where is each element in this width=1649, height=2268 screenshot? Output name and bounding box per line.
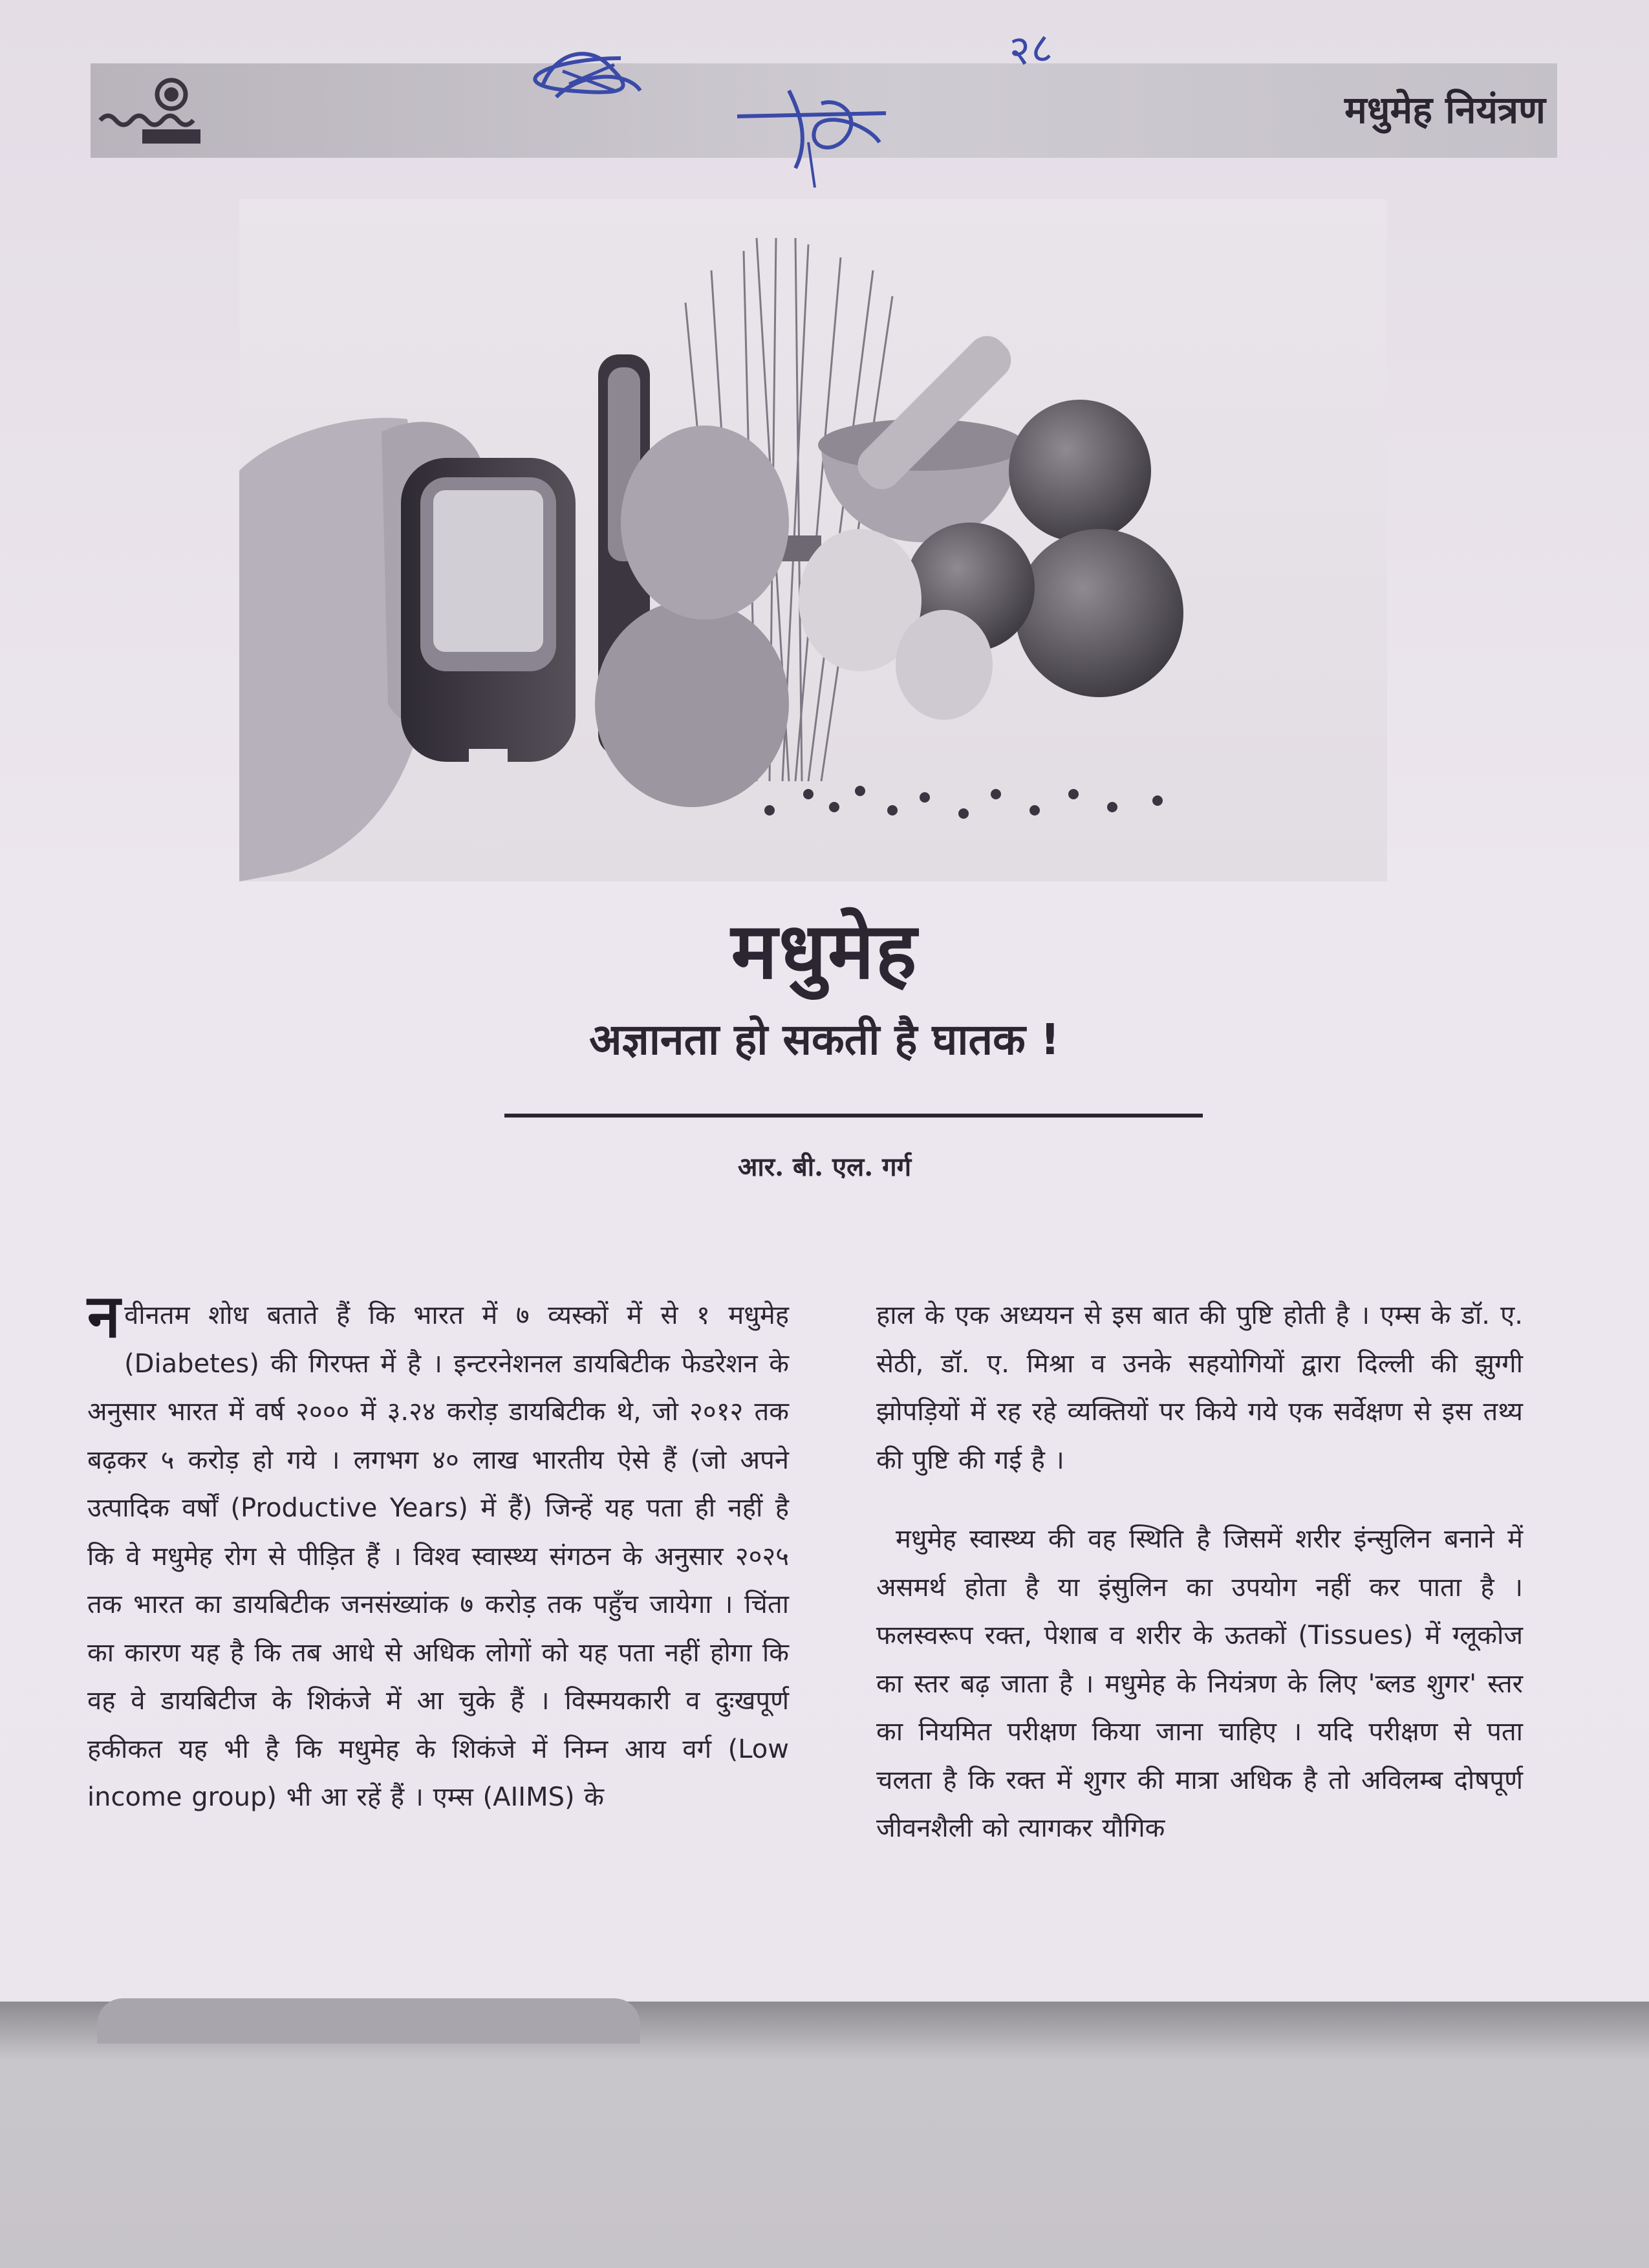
- section-title: मधुमेह नियंत्रण: [1344, 88, 1546, 132]
- paragraph-definition: मधुमेह स्वास्थ्य की वह स्थिति है जिसमें शरीर इंन्सुलिन बनाने में असमर्थ होता है या इंसुलिन का उपयोग नहीं कर पाता है । फलस्वरूप रक्त, पेशाब व शरीर के ऊतकों (Tissues) में ग्लूकोज का स्तर बढ़ जाता है । मधुमेह के नियंत्रण के लिए 'ब्लड शुगर' स्तर का नियमित परीक्षण किया जाना चाहिए । यदि परीक्षण से पता चलता है कि रक्त में शुगर की मात्रा अधिक है तो अविलम्ब दोषपूर्ण जीवनशैली को त्यागकर यौगिक: [876, 1524, 1523, 1843]
- paragraph-spacer: [876, 1484, 1523, 1515]
- glucometer-food-photo-icon: [239, 199, 1387, 881]
- article-column-left: [87, 1282, 789, 1822]
- ink-scribble-1: [530, 39, 660, 116]
- hero-image: [239, 199, 1387, 881]
- footer-tab: [97, 1998, 640, 2044]
- dropcap: न: [87, 1282, 121, 1351]
- paragraph-continued: हाल के एक अध्ययन से इस बात की पुष्टि होती है । एम्स के डॉ. ए. सेठी, डॉ. ए. मिश्रा व उनके सहयोगियों द्वारा दिल्ली की झुग्गी झोपड़ियों में रह रहे व्यक्तियों पर किये गये एक सर्वेक्षण से इस तथ्य की पुष्टि की गई है ।: [876, 1301, 1523, 1475]
- article-subtitle: अज्ञानता हो सकती है घातक !: [589, 1015, 1060, 1064]
- handwritten-page-number: २८: [1006, 23, 1055, 76]
- title-divider: [504, 1114, 1203, 1118]
- publisher-logo-icon: [94, 70, 210, 154]
- article-title: मधुमेह: [731, 907, 918, 997]
- ink-scribble-2: [731, 78, 899, 194]
- paragraph-intro: [87, 1282, 789, 1822]
- paragraph-intro-text: वीनतम शोध बताते हैं कि भारत में ७ व्यस्कों में से १ मधुमेह (Diabetes) की गिरफ्त में है । इन्टरनेशनल डायबिटीक फेडरेशन के अनुसार भारत में वर्ष २००० में ३.२४ करोड़ डायबिटीक थे, जो २०१२ तक बढ़कर ५ करोड़ हो गये । लगभग ४० लाख भारतीय ऐसे हैं (जो अपने उत्पादिक वर्षों (Productive Years) में हैं) जिन्हें यह पता ही नहीं है कि वे मधुमेह रोग से पीड़ित हैं । विश्व स्वास्थ्य संगठन के अनुसार २०२५ तक भारत का डायबिटीक जनसंख्यांक ७ करोड़ तक पहुँच जायेगा । चिंता का कारण यह है कि तब आधे से अधिक लोगों को यह पता नहीं होगा कि वह वे डायबिटीज के शिकंजे में आ चुके हैं । विस्मयकारी व दुःखपूर्ण हकीकत यह भी है कि मधुमेह के शिकंजे में निम्न आय वर्ग (Low income group) भी आ रहें हैं । एम्स (AIIMS) के: [87, 1301, 789, 1812]
- article-column-right: [876, 1291, 1523, 1853]
- author-byline: आर. बी. एल. गर्ग: [737, 1152, 912, 1182]
